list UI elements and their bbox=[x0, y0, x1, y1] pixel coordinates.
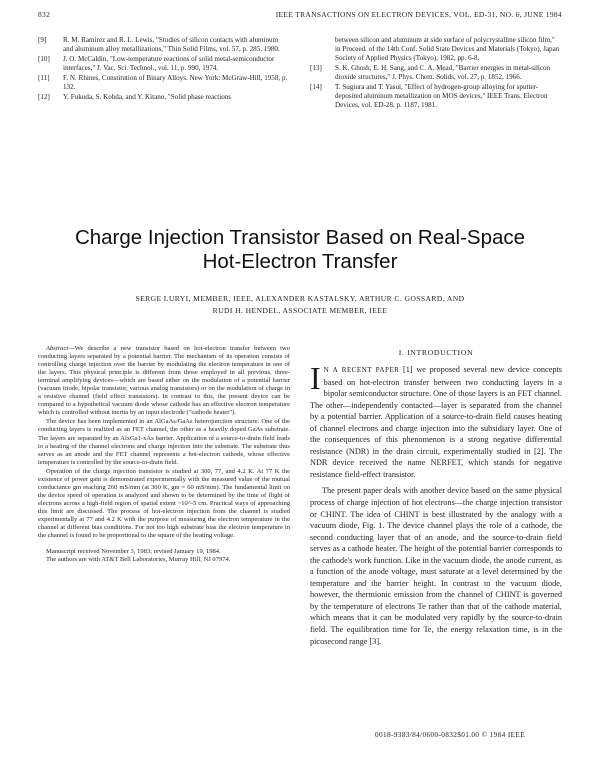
reference-item: [14] T. Sugiura and T. Yasui, "Effect of hydrogen-group alloying for sputter-deposited aluminum metallization on MOS devices," IEEE Trans. Electron Devices, vol. ED-28, p. 1187, 1981. bbox=[310, 82, 548, 109]
references-right-column bbox=[310, 36, 562, 111]
reference-item: [13] S. K. Ghosh, E. H. Sang, and C. A. Mead, "Barrier energies in metal-silicon dioxide structures," J. Phys. Chem. Solids, vol. 27, p. 1852, 1966. bbox=[310, 63, 551, 81]
manuscript-footnote bbox=[38, 548, 290, 564]
authors-line-2: RUDI H. HENDEL, ASSOCIATE MEMBER, IEEE bbox=[212, 306, 388, 315]
abstract-paragraph: Abstract—We describe a new transistor based on hot-electron transfer between two conducting layers separated by a potential barrier. The mechanism of its operation consists of controlling charge injection over the barrier by modulating the electron temperature in one of the layers. This physical principle is different from those employed in all previous, three-terminal amplifying devices—which are based either on the modulation of a potential barrier (vacuum triode, bipolar transistor, various analog transistors) or on the modulation of charge in a resistive channel (field effect transistors). In contrast to this, the present device can be compared to a hypothetical vacuum diode whose cathode has an effective electron temperature which is controlled without inertia by an input electrode ("cathode heater"). bbox=[38, 345, 290, 417]
journal-running-title: IEEE TRANSACTIONS ON ELECTRON DEVICES, VOL. ED-31, NO. 6, JUNE 1984 bbox=[275, 10, 562, 19]
abstract-paragraph: The device has been implemented in an AlGaAs/GaAs heterojunction structure. One of the conducting layers is realized as an FET channel, the other as a heavily doped GaAs substrate. The layers are separated by an AlxGa1-xAs barrier. Application of a source-to-drain field leads to a heating of the channel electrons and charge injection into the substrate. The substrate thus serves as an anode and the FET channel represents a hot-electron cathode, whose effective temperature is controlled by the source-to-drain field. bbox=[38, 418, 290, 466]
footnote-received: Manuscript received November 3, 1983; revised January 19, 1984. bbox=[46, 548, 221, 556]
right-column bbox=[310, 345, 562, 647]
drop-cap: I bbox=[310, 360, 321, 396]
title-line-1: Charge Injection Transistor Based on Real-Space bbox=[74, 226, 526, 249]
author-list bbox=[60, 293, 540, 317]
reference-item: [9] R. M. Ramirez and R. L. Lewis, "Studies of silicon contacts with aluminum and aluminum alloy metallizations," Thin Solid Films, vol. 57, p. 285, 1980. bbox=[38, 36, 280, 53]
abstract-paragraph: Operation of the charge injection transistor is studied at 300, 77, and 4.2 K. At 77 K the existence of power gain is demonstrated experimentally with the measured value of the mutual conductance gm reaching 260 mS/mm (at 300 K, gm = 60 mS/mm). The fundamental limit on the device speed of operation is analyzed and shown to be determined by the time of flight of electrons across a high-field region of spatial extent ~10^-5 cm. Practical ways of approaching this limit are discussed. The process of hot-electron injection from the channel is studied experimentally at 77 and 4.2 K with the purpose of measuring the electron temperature in the channel at different bias conditions. For not too high substrate bias the electron temperature in the channel is found to be proportional to the square of the heating voltage. bbox=[38, 467, 290, 540]
introduction-body bbox=[310, 360, 563, 647]
references-continued bbox=[38, 36, 562, 156]
abstract bbox=[38, 345, 290, 540]
authors-line-1: SERGE LURYI, MEMBER, IEEE, ALEXANDER KASTALSKY, ARTHUR C. GOSSARD, AND bbox=[135, 294, 465, 303]
references-left-column bbox=[38, 36, 290, 103]
left-column bbox=[38, 345, 290, 564]
abstract-label: Abstract bbox=[46, 345, 69, 352]
section-heading: I. INTRODUCTION bbox=[398, 348, 474, 357]
page-header bbox=[38, 10, 562, 24]
reference-item: [11] F. N. Rhines, Constitution of Binary Alloys. New York: McGraw-Hill, 1958, p. 132. bbox=[38, 74, 288, 91]
title-line-2: Hot-Electron Transfer bbox=[202, 250, 398, 273]
intro-paragraph: The present paper deals with another device based on the same physical process of charge injection of hot electrons—the charge injection transistor or CHINT. The idea of CHINT is best illustrated by the analogy with a vacuum diode, Fig. 1. The device channel plays the role of a cathode, the second conducting layer that of an anode, and the source-to-drain field serves as a cathode heater. The height of the potential barrier corresponds to the cathode's work function. Like in the vacuum diode, the anode current, as a function of the anode voltage, must saturate at a level determined by the temperature and the barrier height. In contrast to the vacuum diode, however, the thermionic emission from the channel of CHINT is governed by the temperature of electrons Te rather than that of the cathode material, which means that it can be modulated very rapidly by the source-to-drain field. The equilibration time for Te, the energy relaxation time, is in the picosecond range [3]. bbox=[310, 486, 562, 646]
reference-item: between silicon and aluminum at side surface of polycrystalline silicon film," in Proceed. of the 14th Conf. Solid State Devices and Materials (Tokyo), Japan Society of Applied Physics (Tokyo), 1982, pp. 6-8. bbox=[335, 36, 560, 62]
reference-item: [10] J. O. McCaldin, "Low-temperature reactions of solid metal-semiconductor interfaces," J. Vac. Sci. Technol., vol. 11, p. 990, 1974. bbox=[38, 55, 275, 72]
reference-item: [12] Y. Fukuda, S. Kohda, and Y. Kitano, "Solid phase reactions bbox=[38, 93, 232, 101]
page-number: 832 bbox=[38, 10, 51, 19]
paper-title bbox=[0, 226, 600, 274]
lead-in-smallcaps: N A RECENT PAPER bbox=[323, 366, 400, 374]
intro-paragraph: I N A RECENT PAPER [1] we proposed several new device concepts based on hot-electron transfer between two conducting layers in a bipolar semiconductor structure. One of those layers is an FET channel. The other—independently contacted—layer is separated from the channel by a potential barrier. Application of a source-to-drain field causes heating of channel electrons and charge injection into the subsidiary layer. One of the consequences of this phenomenon is a strong negative differential resistance (NDR) in the drain circuit, experimentally studied in [2]. The NDR device received the name NERFET, which stands for negative resistance field-effect transistor. bbox=[310, 360, 563, 479]
copyright-line: 0018-9383/84/0600-0832$01.00 © 1984 IEEE bbox=[374, 731, 526, 739]
footnote-affiliation: The authors are with AT&T Bell Laboratories, Murray Hill, NJ 07974. bbox=[46, 556, 231, 564]
